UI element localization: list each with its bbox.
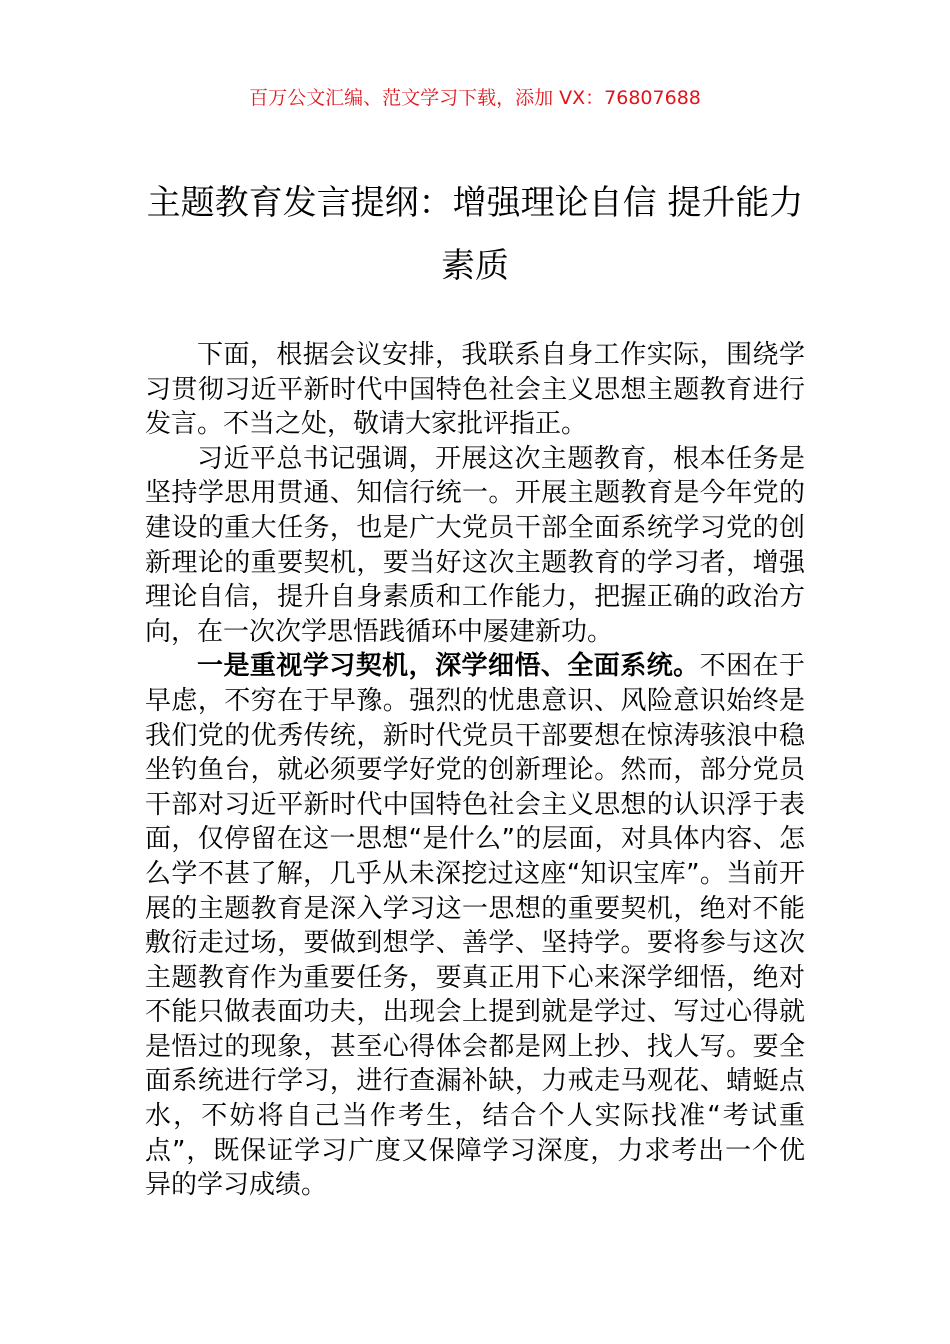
paragraph-intro: 下面，根据会议安排，我联系自身工作实际，围绕学习贯彻习近平新时代中国特色社会主义思想主题教育进行发言。不当之处，敬请大家批评指正。: [145, 340, 805, 440]
paragraph-point-one: [145, 649, 805, 1203]
document-title: 主题教育发言提纲：增强理论自信 提升能力素质: [146, 183, 804, 286]
header-watermark-note: 百万公文汇编、范文学习下载，添加 VX：76807688: [249, 87, 701, 109]
paragraph-background: 习近平总书记强调，开展这次主题教育，根本任务是坚持学思用贯通、知信行统一。开展主题教育是今年党的建设的重大任务，也是广大党员干部全面系统学习党的创新理论的重要契机，要当好这次主题教育的学习者，增强理论自信，提升自身素质和工作能力，把握正确的政治方向，在一次次学思悟践循环中屡建新功。: [145, 443, 805, 647]
paragraph-point-one-heading: 一是重视学习契机，深学细悟、全面系统。: [197, 651, 700, 682]
document-body: [145, 338, 805, 1203]
paragraph-point-one-text: 不困在于早虑，不穷在于早豫。强烈的忧患意识、风险意识始终是我们党的优秀传统，新时代党员干部要想在惊涛骇浪中稳坐钓鱼台，就必须要学好党的创新理论。然而，部分党员干部对习近平新时代中国特色社会主义思想的认识浮于表面，仅停留在这一思想“是什么”的层面，对具体内容、怎么学不甚了解，几乎从未深挖过这座“知识宝库”。当前开展的主题教育是深入学习这一思想的重要契机，绝对不能敷衍走过场，要做到想学、善学、坚持学。要将参与这次主题教育作为重要任务，要真正用下心来深学细悟，绝对不能只做表面功夫，出现会上提到就是学过、写过心得就是悟过的现象，甚至心得体会都是网上抄、找人写。要全面系统进行学习，进行查漏补缺，力戒走马观花、蜻蜓点水，不妨将自己当作考生，结合个人实际找准“考试重点”，既保证学习广度又保障学习深度，力求考出一个优异的学习成绩。: [145, 651, 805, 1201]
